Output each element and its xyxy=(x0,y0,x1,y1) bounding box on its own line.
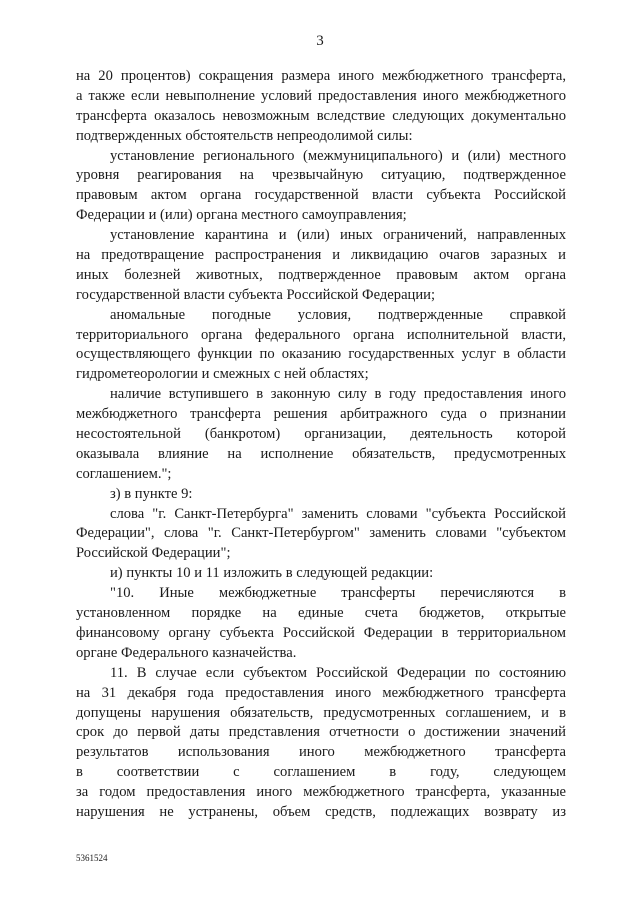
text-line: Федерации", слова "г. Санкт-Петербургом" заменить словами "субъектом xyxy=(76,525,566,542)
text-line: правовым актом органа государственной власти субъекта Российской xyxy=(76,187,566,204)
text-line: наличие вступившего в законную силу в году предоставления иного xyxy=(110,386,566,403)
paragraph xyxy=(76,584,566,664)
text-line: гидрометеорологии и смежных с ней областях; xyxy=(76,366,369,383)
paragraph xyxy=(76,385,566,484)
paragraph xyxy=(76,485,566,505)
text-line: иных болезней животных, подтвержденное правовым актом органа xyxy=(76,266,566,283)
text-line: подтвержденных обстоятельств непреодолимой силы: xyxy=(76,127,413,144)
text-line: трансферта оказалось невозможным вследствие следующих документально xyxy=(76,107,566,124)
text-line: Российской Федерации"; xyxy=(76,545,231,562)
text-line: аномальные погодные условия, подтвержденные справкой xyxy=(110,306,566,323)
text-line: соглашением."; xyxy=(76,465,172,482)
text-line: государственной власти субъекта Российской Федерации; xyxy=(76,286,436,303)
text-line: установленном порядке на единые счета бюджетов, открытые xyxy=(76,605,566,622)
text-line: в соответствии с соглашением в году, следующем xyxy=(76,764,566,781)
text-line: срок до первой даты представления отчетности о достижении значений xyxy=(76,724,566,741)
page-number: 3 xyxy=(316,33,324,49)
paragraph xyxy=(76,306,566,386)
text-line: на 31 декабря года предоставления иного межбюджетного трансферта xyxy=(76,684,566,701)
text-line: на 20 процентов) сокращения размера иного межбюджетного трансферта, xyxy=(76,68,566,84)
text-line: осуществляющего функции по оказанию государственных услуг в области xyxy=(76,346,566,363)
paragraph xyxy=(76,147,566,227)
paragraph xyxy=(76,664,566,823)
text-line: 11. В случае если субъектом Российской Федерации по состоянию xyxy=(110,664,566,681)
paragraph xyxy=(76,505,566,565)
text-line: на предотвращение распространения и ликвидацию очагов заразных и xyxy=(76,247,566,264)
text-line: органе Федерального казначейства. xyxy=(76,644,297,661)
paragraph xyxy=(76,226,566,306)
text-line: территориального органа федерального органа исполнительной власти, xyxy=(76,326,566,343)
text-line: з) в пункте 9: xyxy=(110,485,193,502)
paragraph xyxy=(76,67,566,147)
text-line: и) пункты 10 и 11 изложить в следующей редакции: xyxy=(110,565,434,582)
text-line: результатов использования иного межбюджетного трансферта xyxy=(76,744,566,761)
text-line: Федерации и (или) органа местного самоуправления; xyxy=(76,207,407,224)
text-line: оказывала влияние на исполнение обязательств, предусмотренных xyxy=(76,445,566,462)
paragraph xyxy=(76,564,566,584)
text-line: слова "г. Санкт-Петербурга" заменить словами "субъекта Российской xyxy=(110,505,566,522)
text-line: несостоятельной (банкротом) организации, деятельность которой xyxy=(76,426,566,443)
document-code: 5361524 xyxy=(76,853,108,863)
text-line: межбюджетного трансферта решения арбитражного суда о признании xyxy=(76,406,566,423)
text-line: допущены нарушения обязательств, предусмотренных соглашением, и в xyxy=(76,704,566,721)
text-line: уровня реагирования на чрезвычайную ситуацию, подтвержденное xyxy=(76,167,566,184)
text-line: а также если невыполнение условий предоставления иного межбюджетного xyxy=(76,87,566,104)
text-line: "10. Иные межбюджетные трансферты перечисляются в xyxy=(110,585,566,602)
text-line: установление карантина и (или) иных ограничений, направленных xyxy=(110,227,566,244)
text-line: финансовому органу субъекта Российской Федерации в территориальном xyxy=(76,624,566,641)
text-line: нарушения не устранены, объем средств, подлежащих возврату из xyxy=(76,803,566,820)
text-line: установление регионального (межмуниципального) и (или) местного xyxy=(110,147,566,164)
document-body xyxy=(76,67,566,823)
text-line: за годом предоставления иного межбюджетного трансферта, указанные xyxy=(76,784,566,801)
